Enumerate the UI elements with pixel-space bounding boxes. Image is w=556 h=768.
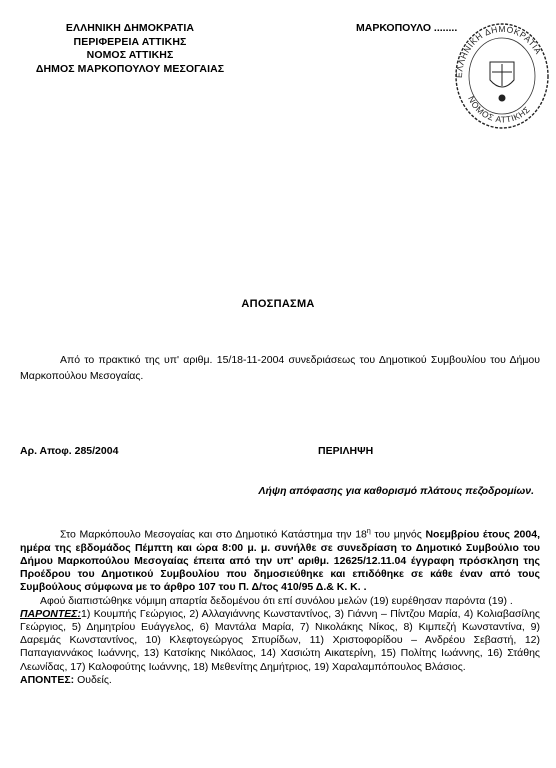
seal-text-bottom: ΝΟΜΟΣ ΑΤΤΙΚΗΣ: [466, 94, 533, 125]
document-title: ΑΠΟΣΠΑΣΜΑ: [241, 298, 315, 310]
official-seal: [446, 14, 554, 132]
quorum-paragraph: Αφού διαπιστώθηκε νόμιμη απαρτία δεδομένου ότι επί συνόλου μελών (19) ευρέθησαν παρόντα (19) .: [40, 594, 513, 607]
intro-text: Από το πρακτικό της υπ' αριθμ. 15/18-11-2004 συνεδριάσεως του Δημοτικού Συμβουλίου του Δήμου Μαρκοπούλου Μεσογαίας.: [20, 354, 540, 382]
header-line-1: ΕΛΛΗΝΙΚΗ ΔΗΜΟΚΡΑΤΙΑ: [65, 22, 195, 34]
header-line-2: ΠΕΡΙΦΕΡΕΙΑ ΑΤΤΙΚΗΣ: [73, 35, 187, 48]
present-members: ΠΑΡΟΝΤΕΣ:1) Κουμπής Γεώργιος, 2) Αλλαγιάννης Κωνσταντίνος, 3) Γιάννη – Πίντζου Μαρία, 4) Κολιαβασίλης Γεώργιος, 5) Δημητρίου Ευάγγελος, 6) Μαντάλα Μαρία, 7) Νικολάκης Νίκος, 8) Κιμπεζή Κωνσταντίνα, 9) Δαρεμάς Κωνσταντίνος, 10) Κλεφτογεώργος Σπυρίδων, 11) Χριστοφορίδου – Ανδρέου Σεβαστή, 12) Παπαγιαννάκος Ιωάννης, 13) Κατσίκης Νικόλαος, 14) Χασιώτη Αικατερίνη, 15) Πολίτης Ιωάννης, 16) Στάθης Λεωνίδας, 17) Καλοφούτης Ιωάννης, 18) Μεθενίτης Δημήτριος, 19) Χαραλαμπόπουλος Βλάσιος.: [20, 607, 540, 673]
absent-members: ΑΠΟΝΤΕΣ: Ουδείς.: [20, 673, 112, 686]
header-line-4: ΔΗΜΟΣ ΜΑΡΚΟΠΟΥΛΟΥ ΜΕΣΟΓΑΙΑΣ: [35, 62, 225, 75]
session-paragraph: Στο Μαρκόπουλο Μεσογαίας και στο Δημοτικό Κατάστημα την $18^\eta$ του μηνός Νοεμβρίου έτους 2004, ημέρα της εβδομάδος Πέμπτη και ώρα 8:00 μ. μ. συνήλθε σε συνεδρίαση το Δημοτικό Συμβούλιο του Δήμου Μαρκοπούλου Μεσογαίας έπειτα από την υπ' αριθμ. 12625/12.11.04 έγγραφη πρόσκληση της Προέδρου του Δημοτικού Συμβουλίου που δημοσιεύθηκε και επιδόθηκε σε κάθε έναν από τους Συμβούλους σύμφωνα με το άρθρο 107 του Π. Δ/τος 410/95 Δ.& Κ. Κ. .: [20, 528, 540, 594]
summary-label: ΠΕΡΙΛΗΨΗ: [318, 445, 374, 457]
decision-subject: Λήψη απόφασης για καθορισμό πλάτους πεζοδρομίων.: [258, 485, 534, 497]
decision-number: Αρ. Αποφ. 285/2004: [20, 445, 119, 457]
seal-emblem: [490, 62, 514, 101]
intro-paragraph: [20, 352, 540, 384]
issuer-header: [14, 22, 246, 76]
svg-text:ΕΛΛΗΝΙΚΗ ΔΗΜΟΚΡΑΤΙΑ: [454, 24, 544, 78]
header-line-3: ΝΟΜΟΣ ΑΤΤΙΚΗΣ: [86, 49, 174, 61]
minutes-body: [20, 525, 540, 687]
place-date: ΜΑΡΚΟΠΟΥΛΟ ........: [356, 22, 458, 34]
seal-text-top: ΕΛΛΗΝΙΚΗ ΔΗΜΟΚΡΑΤΙΑ: [453, 23, 544, 79]
